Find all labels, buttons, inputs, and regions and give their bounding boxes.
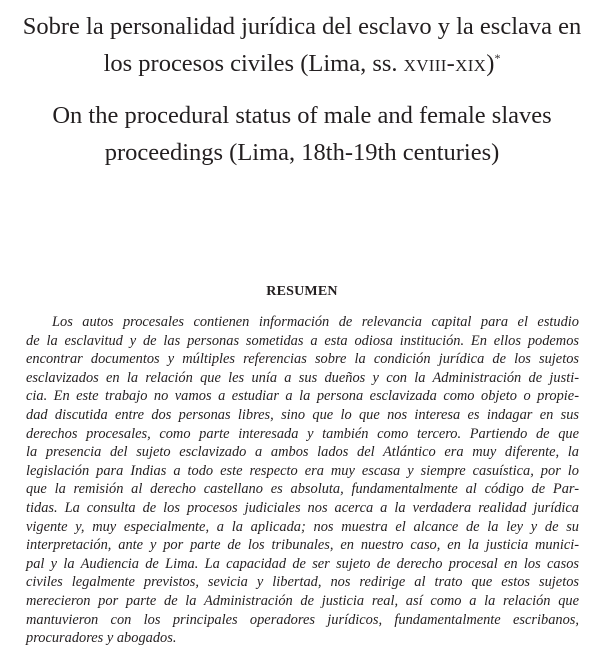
abstract-line: civiles legalmente previstos, sevicia y libertad, nos redirige al trato que estos sujetos bbox=[26, 574, 579, 591]
abstract-line: procuradores y abogados. bbox=[26, 630, 177, 647]
abstract-line: cia. En este trabajo no vamos a estudiar a la persona esclavizada como objeto o propie- bbox=[26, 388, 579, 405]
abstract-line: tidas. La consulta de los procesos judiciales nos acerca a la verdadera realidad jurídica bbox=[26, 499, 579, 516]
abstract-line: que la remisión al derecho castellano es absoluta, fundamentalmente al código de Par- bbox=[26, 481, 579, 498]
abstract-line: legislación para Indias a todo este respecto era muy escasa y siempre casuística, por lo bbox=[26, 462, 579, 479]
abstract-line: dad discutida entre dos personas libres, sino que lo que nos interesa es indagar en sus bbox=[26, 406, 579, 423]
abstract-line: mantuvieron con los principales operadores jurídicos, fundamentalmente escribanos, bbox=[26, 611, 579, 628]
title-spanish bbox=[20, 8, 584, 82]
abstract-line: encontrar documentos y múltiples referencias sobre la condición jurídica de los sujetos bbox=[26, 351, 579, 368]
abstract-heading: RESUMEN bbox=[266, 284, 338, 299]
title-english bbox=[20, 97, 584, 171]
abstract-line: merecieron por parte de la Administración de justicia real, así como a la relación que bbox=[26, 592, 579, 609]
abstract-line: pal y la Audiencia de Lima. La capacidad de ser sujeto de derecho procesal en los casos bbox=[26, 555, 579, 572]
abstract-line: de la esclavitud y de las personas sometidas a esta odiosa institución. En ellos podemos bbox=[26, 332, 579, 349]
abstract-line: derechos procesales, como parte interesada y también como tercero. Partiendo de que bbox=[26, 425, 579, 442]
abstract-line: vigente y, muy especialmente, a la aplicada; nos muestra el alcance de la ley y de su bbox=[26, 518, 579, 535]
abstract-line: Los autos procesales contienen información de relevancia capital para el estudio bbox=[52, 314, 579, 330]
title-spanish-text: Sobre la personalidad jurídica del esclavo y la esclava en los procesos civiles (Lima, ss. bbox=[22, 13, 582, 77]
abstract-line: esclavizados en la relación que les unía a sus dueños y con la Administración de justi- bbox=[26, 369, 579, 386]
footnote-mark[interactable]: * bbox=[494, 50, 501, 65]
abstract-line: la presencia del sujeto esclavizado a ambos lados del Atlántico era muy diferente, la bbox=[26, 444, 579, 461]
title-spanish-close: ) bbox=[486, 50, 495, 77]
abstract-body bbox=[26, 313, 579, 648]
title-spanish-century: xviii-xix bbox=[403, 50, 487, 77]
abstract-line: interpretación, ante y por parte de los tribunales, en nuestro caso, en la justicia munici- bbox=[26, 537, 579, 554]
title-english-text: On the procedural status of male and female slaves proceedings (Lima, 18th-19th centuries) bbox=[52, 102, 552, 166]
